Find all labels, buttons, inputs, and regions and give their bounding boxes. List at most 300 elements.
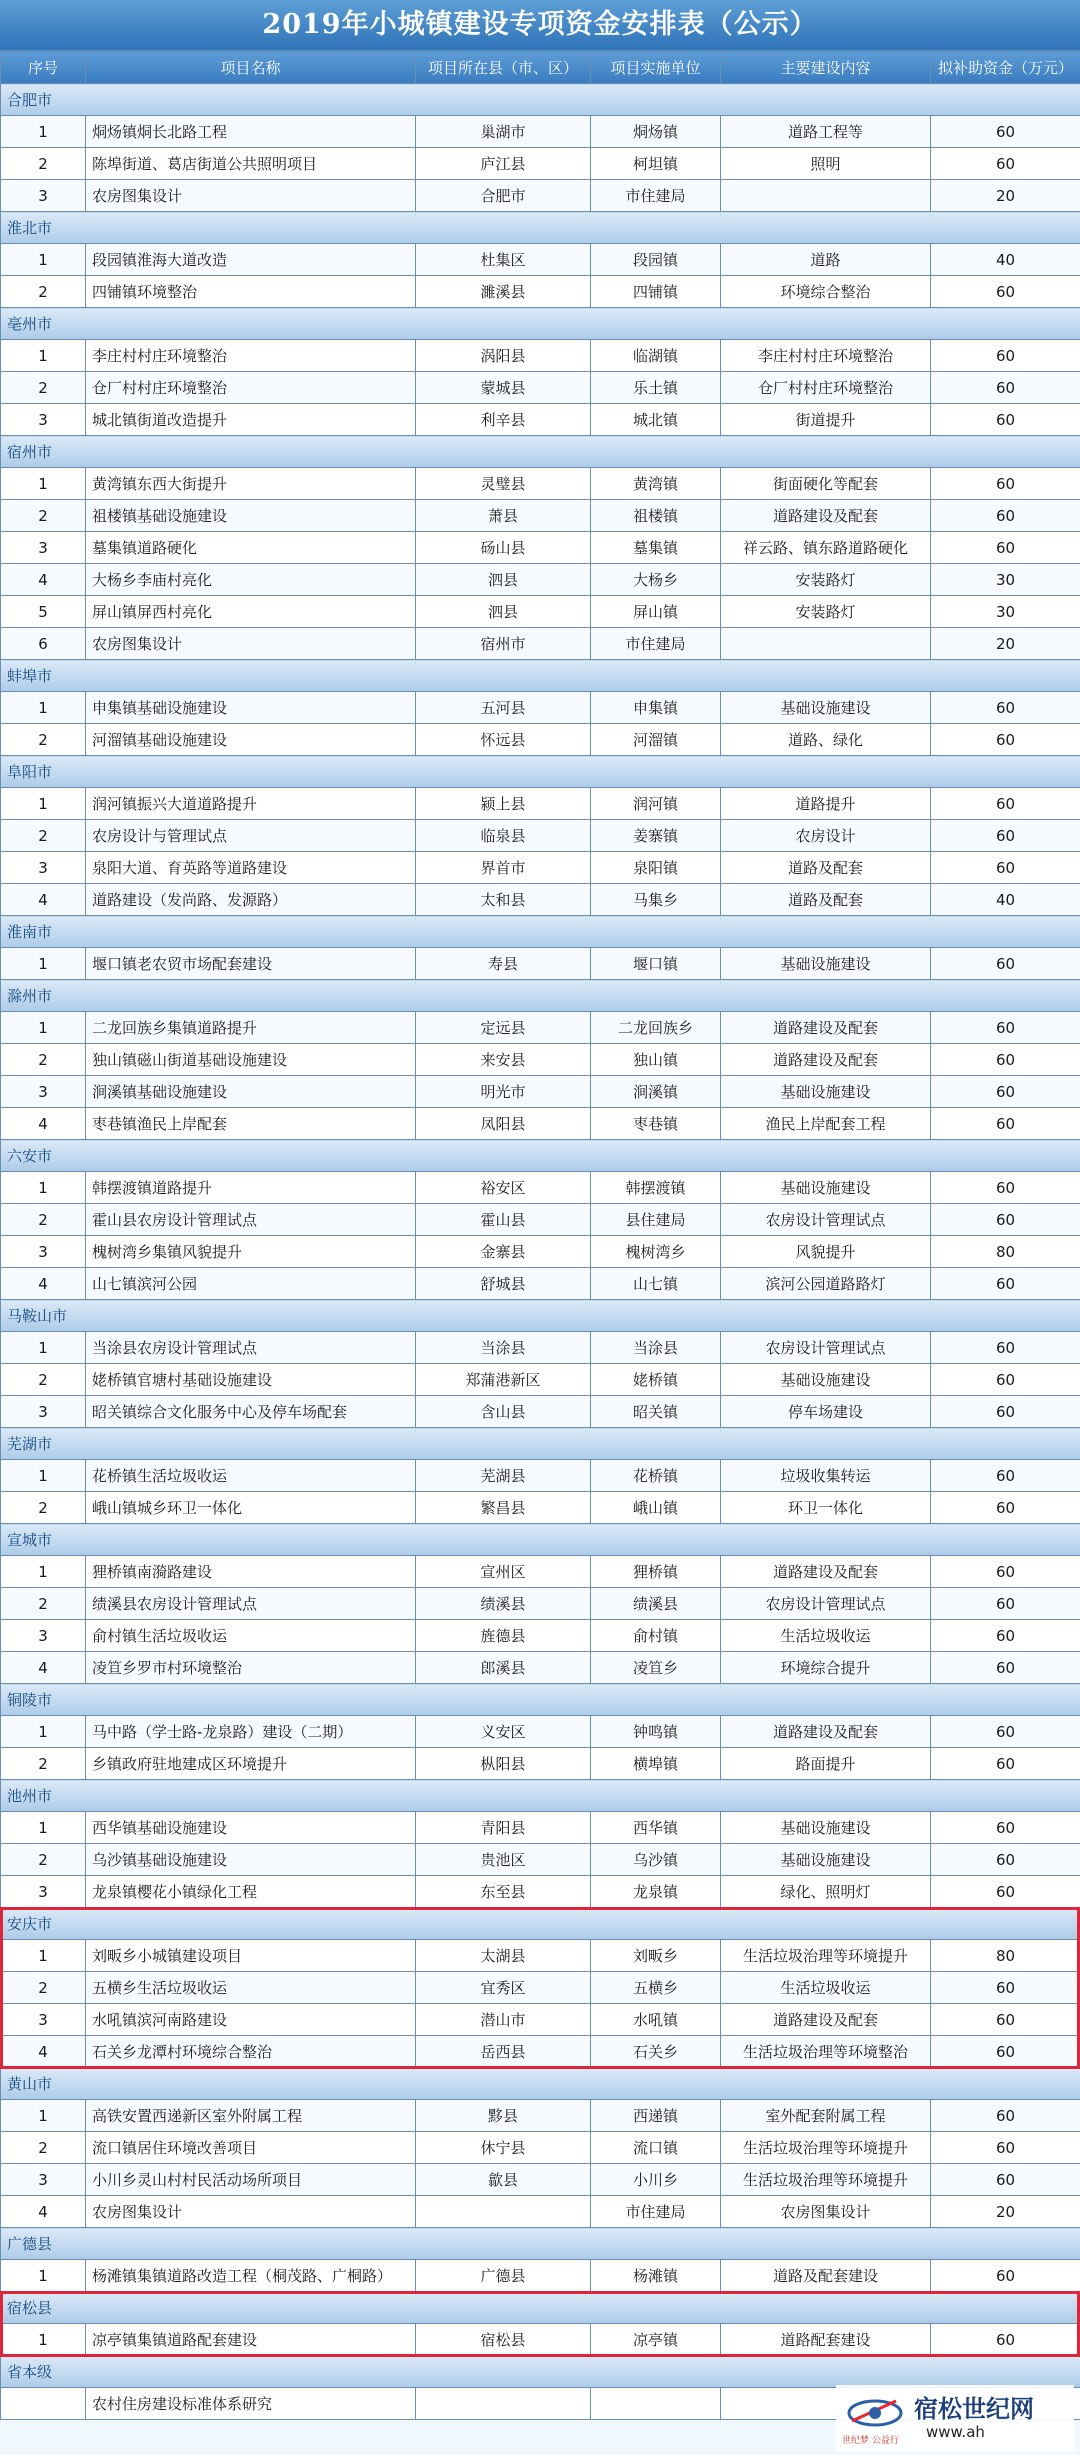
city-name: 滁州市: [1, 980, 1080, 1012]
project-name: 花桥镇生活垃圾收运: [86, 1460, 416, 1492]
row-index: 2: [1, 276, 86, 308]
city-group-row: [1, 2356, 1080, 2388]
table-row: [1, 276, 1080, 308]
city-name: 马鞍山市: [1, 1300, 1080, 1332]
content: 基础设施建设: [721, 948, 931, 980]
content: 农房设计管理试点: [721, 1332, 931, 1364]
county: 潜山市: [416, 2004, 591, 2036]
header-content: 主要建设内容: [721, 51, 931, 84]
project-name: 道路建设（发尚路、发源路）: [86, 884, 416, 916]
content: 安装路灯: [721, 564, 931, 596]
table-row: [1, 788, 1080, 820]
content: 道路建设及配套: [721, 1012, 931, 1044]
table-row: [1, 1620, 1080, 1652]
table-row: [1, 724, 1080, 756]
county: 舒城县: [416, 1268, 591, 1300]
content: 街道提升: [721, 404, 931, 436]
project-name: 农房设计与管理试点: [86, 820, 416, 852]
project-name: 峨山镇城乡环卫一体化: [86, 1492, 416, 1524]
table-row: [1, 532, 1080, 564]
implementer: 小川乡: [591, 2164, 721, 2196]
header-project-name: 项目名称: [86, 51, 416, 84]
content: 道路建设及配套: [721, 500, 931, 532]
row-index: 3: [1, 1396, 86, 1428]
row-index: 1: [1, 1332, 86, 1364]
project-name: 乡镇政府驻地建成区环境提升: [86, 1748, 416, 1780]
project-name: 二龙回族乡集镇道路提升: [86, 1012, 416, 1044]
city-group-row: [1, 2292, 1080, 2324]
content: 环卫一体化: [721, 1492, 931, 1524]
content: 祥云路、镇东路道路硬化: [721, 532, 931, 564]
implementer: 大杨乡: [591, 564, 721, 596]
implementer: 乐土镇: [591, 372, 721, 404]
city-group-row: [1, 1428, 1080, 1460]
content: 道路及配套: [721, 884, 931, 916]
project-name: 申集镇基础设施建设: [86, 692, 416, 724]
project-name: 泉阳大道、育英路等道路建设: [86, 852, 416, 884]
implementer: 绩溪县: [591, 1588, 721, 1620]
table-row: [1, 1652, 1080, 1684]
table-row: [1, 628, 1080, 660]
project-name: 乌沙镇基础设施建设: [86, 1844, 416, 1876]
implementer: 市住建局: [591, 628, 721, 660]
project-name: 农房图集设计: [86, 628, 416, 660]
row-index: 2: [1, 1844, 86, 1876]
implementer: 刘畈乡: [591, 1940, 721, 1972]
county: 定远县: [416, 1012, 591, 1044]
content: 生活垃圾收运: [721, 1620, 931, 1652]
county: [416, 2196, 591, 2228]
county: 绩溪县: [416, 1588, 591, 1620]
fund: 20: [931, 180, 1080, 212]
implementer: 韩摆渡镇: [591, 1172, 721, 1204]
fund: 30: [931, 564, 1080, 596]
row-index: 2: [1, 500, 86, 532]
fund: 30: [931, 596, 1080, 628]
content: 停车场建设: [721, 1396, 931, 1428]
content: 农房设计: [721, 820, 931, 852]
project-name: 四铺镇环境整治: [86, 276, 416, 308]
content: 绿化、照明灯: [721, 1876, 931, 1908]
implementer: 石关乡: [591, 2036, 721, 2068]
county: 含山县: [416, 1396, 591, 1428]
row-index: 3: [1, 180, 86, 212]
city-group-row: [1, 1684, 1080, 1716]
fund-table: [0, 50, 1080, 2420]
fund: 60: [931, 2324, 1080, 2356]
table-row: [1, 1172, 1080, 1204]
city-name: 宣城市: [1, 1524, 1080, 1556]
fund: 60: [931, 1492, 1080, 1524]
fund: 20: [931, 628, 1080, 660]
row-index: 2: [1, 2132, 86, 2164]
project-name: 黄湾镇东西大街提升: [86, 468, 416, 500]
content: 滨河公园道路路灯: [721, 1268, 931, 1300]
project-name: 堰口镇老农贸市场配套建设: [86, 948, 416, 980]
project-name: 枣巷镇渔民上岸配套: [86, 1108, 416, 1140]
fund: 60: [931, 1716, 1080, 1748]
row-index: 3: [1, 532, 86, 564]
implementer: 乌沙镇: [591, 1844, 721, 1876]
fund: 60: [931, 692, 1080, 724]
county: 临泉县: [416, 820, 591, 852]
city-name: 合肥市: [1, 84, 1080, 116]
city-group-row: [1, 436, 1080, 468]
table-row: [1, 244, 1080, 276]
table-row: [1, 2324, 1080, 2356]
implementer: 凉亭镇: [591, 2324, 721, 2356]
table-row: [1, 1812, 1080, 1844]
city-group-row: [1, 660, 1080, 692]
content: 照明: [721, 148, 931, 180]
county: 灵璧县: [416, 468, 591, 500]
project-name: 霍山县农房设计管理试点: [86, 1204, 416, 1236]
fund: 60: [931, 1652, 1080, 1684]
table-row: [1, 1940, 1080, 1972]
county: 贵池区: [416, 1844, 591, 1876]
content: 道路建设及配套: [721, 1044, 931, 1076]
table-row: [1, 884, 1080, 916]
table-row: [1, 372, 1080, 404]
implementer: 西华镇: [591, 1812, 721, 1844]
county: 霍山县: [416, 1204, 591, 1236]
implementer: 墓集镇: [591, 532, 721, 564]
fund: 40: [931, 244, 1080, 276]
row-index: 4: [1, 1268, 86, 1300]
county: 义安区: [416, 1716, 591, 1748]
row-index: 3: [1, 404, 86, 436]
county: 繁昌县: [416, 1492, 591, 1524]
row-index: 1: [1, 1556, 86, 1588]
county: 宜秀区: [416, 1972, 591, 2004]
row-index: 3: [1, 2164, 86, 2196]
county: 黟县: [416, 2100, 591, 2132]
project-name: 昭关镇综合文化服务中心及停车场配套: [86, 1396, 416, 1428]
fund: 60: [931, 2100, 1080, 2132]
row-index: 4: [1, 2036, 86, 2068]
county: 界首市: [416, 852, 591, 884]
row-index: 4: [1, 1652, 86, 1684]
table-row: [1, 1460, 1080, 1492]
fund: 60: [931, 1460, 1080, 1492]
content: 生活垃圾治理等环境提升: [721, 2132, 931, 2164]
header-fund: 拟补助资金（万元）: [931, 51, 1080, 84]
row-index: 3: [1, 1076, 86, 1108]
project-name: 山七镇滨河公园: [86, 1268, 416, 1300]
implementer: 峨山镇: [591, 1492, 721, 1524]
fund: 60: [931, 1364, 1080, 1396]
county: 广德县: [416, 2260, 591, 2292]
fund: 60: [931, 948, 1080, 980]
row-index: 1: [1, 1940, 86, 1972]
fund: 60: [931, 1620, 1080, 1652]
project-name: 农房图集设计: [86, 180, 416, 212]
table-row: [1, 1268, 1080, 1300]
table-row: [1, 1204, 1080, 1236]
table-row: [1, 2132, 1080, 2164]
county: 歙县: [416, 2164, 591, 2196]
row-index: 1: [1, 244, 86, 276]
content: 环境综合提升: [721, 1652, 931, 1684]
fund: 60: [931, 1588, 1080, 1620]
city-name: 池州市: [1, 1780, 1080, 1812]
content: 道路提升: [721, 788, 931, 820]
project-name: 凌笪乡罗市村环境整治: [86, 1652, 416, 1684]
row-index: 2: [1, 148, 86, 180]
row-index: 2: [1, 1588, 86, 1620]
project-name: 流口镇居住环境改善项目: [86, 2132, 416, 2164]
content: 农房设计管理试点: [721, 1588, 931, 1620]
county: 宣州区: [416, 1556, 591, 1588]
implementer: 俞村镇: [591, 1620, 721, 1652]
content: 风貌提升: [721, 1236, 931, 1268]
implementer: 花桥镇: [591, 1460, 721, 1492]
project-name: 马中路（学士路-龙泉路）建设（二期）: [86, 1716, 416, 1748]
fund: 60: [931, 2260, 1080, 2292]
implementer: 狸桥镇: [591, 1556, 721, 1588]
fund: 60: [931, 116, 1080, 148]
implementer: 昭关镇: [591, 1396, 721, 1428]
row-index: 1: [1, 116, 86, 148]
table-row: [1, 468, 1080, 500]
row-index: 1: [1, 1812, 86, 1844]
fund: 60: [931, 788, 1080, 820]
fund: 60: [931, 148, 1080, 180]
implementer: 城北镇: [591, 404, 721, 436]
fund: 60: [931, 1972, 1080, 2004]
implementer: 姥桥镇: [591, 1364, 721, 1396]
county: 郑蒲港新区: [416, 1364, 591, 1396]
header-index: 序号: [1, 51, 86, 84]
city-name: 蚌埠市: [1, 660, 1080, 692]
table-header-row: [1, 51, 1080, 84]
fund: 60: [931, 2164, 1080, 2196]
row-index: 5: [1, 596, 86, 628]
city-group-row: [1, 2228, 1080, 2260]
row-index: 1: [1, 2260, 86, 2292]
project-name: 韩摆渡镇道路提升: [86, 1172, 416, 1204]
implementer: 西递镇: [591, 2100, 721, 2132]
content: 生活垃圾收运: [721, 1972, 931, 2004]
project-name: 大杨乡李庙村亮化: [86, 564, 416, 596]
county: 涡阳县: [416, 340, 591, 372]
fund: 60: [931, 1748, 1080, 1780]
city-name: 阜阳市: [1, 756, 1080, 788]
city-name: 省本级: [1, 2356, 1080, 2388]
fund: 60: [931, 2132, 1080, 2164]
row-index: 2: [1, 724, 86, 756]
city-name: 广德县: [1, 2228, 1080, 2260]
content: 基础设施建设: [721, 1172, 931, 1204]
table-row: [1, 500, 1080, 532]
implementer: 柯坦镇: [591, 148, 721, 180]
city-group-row: [1, 212, 1080, 244]
county: 太和县: [416, 884, 591, 916]
content: 基础设施建设: [721, 692, 931, 724]
implementer: 泉阳镇: [591, 852, 721, 884]
content: 道路工程等: [721, 116, 931, 148]
row-index: 6: [1, 628, 86, 660]
implementer: 四铺镇: [591, 276, 721, 308]
fund: 40: [931, 884, 1080, 916]
content: 道路建设及配套: [721, 1716, 931, 1748]
project-name: 农村住房建设标准体系研究: [86, 2388, 416, 2420]
project-name: 刘畈乡小城镇建设项目: [86, 1940, 416, 1972]
fund: 60: [931, 820, 1080, 852]
city-group-row: [1, 1780, 1080, 1812]
fund: 80: [931, 1940, 1080, 1972]
project-name: 五横乡生活垃圾收运: [86, 1972, 416, 2004]
content: [721, 628, 931, 660]
project-name: 李庄村村庄环境整治: [86, 340, 416, 372]
fund: 60: [931, 468, 1080, 500]
table-row: [1, 2164, 1080, 2196]
content: 农房设计管理试点: [721, 1204, 931, 1236]
city-name: 宿州市: [1, 436, 1080, 468]
fund: 60: [931, 500, 1080, 532]
row-index: [1, 2388, 86, 2420]
fund: 60: [931, 2036, 1080, 2068]
county: 砀山县: [416, 532, 591, 564]
row-index: 1: [1, 1172, 86, 1204]
county: 泗县: [416, 596, 591, 628]
project-name: 河溜镇基础设施建设: [86, 724, 416, 756]
fund: 60: [931, 1332, 1080, 1364]
project-name: 槐树湾乡集镇风貌提升: [86, 1236, 416, 1268]
row-index: 2: [1, 372, 86, 404]
row-index: 1: [1, 2324, 86, 2356]
implementer: 姜寨镇: [591, 820, 721, 852]
row-index: 4: [1, 2196, 86, 2228]
table-row: [1, 692, 1080, 724]
city-name: 安庆市: [1, 1908, 1080, 1940]
project-name: 西华镇基础设施建设: [86, 1812, 416, 1844]
county: 旌德县: [416, 1620, 591, 1652]
project-name: 屏山镇屏西村亮化: [86, 596, 416, 628]
county: 泗县: [416, 564, 591, 596]
project-name: 凉亭镇集镇道路配套建设: [86, 2324, 416, 2356]
city-name: 淮北市: [1, 212, 1080, 244]
county: 郎溪县: [416, 1652, 591, 1684]
project-name: 仓厂村村庄环境整治: [86, 372, 416, 404]
city-group-row: [1, 1908, 1080, 1940]
fund: 20: [931, 2196, 1080, 2228]
content: 道路建设及配套: [721, 2004, 931, 2036]
table-row: [1, 1492, 1080, 1524]
fund: 60: [931, 1204, 1080, 1236]
table-row: [1, 1012, 1080, 1044]
county: 杜集区: [416, 244, 591, 276]
project-name: 润河镇振兴大道道路提升: [86, 788, 416, 820]
implementer: 五横乡: [591, 1972, 721, 2004]
implementer: 烔炀镇: [591, 116, 721, 148]
county: 枞阳县: [416, 1748, 591, 1780]
county: 当涂县: [416, 1332, 591, 1364]
fund: 60: [931, 372, 1080, 404]
county: 巢湖市: [416, 116, 591, 148]
fund: 60: [931, 1012, 1080, 1044]
county: 宿州市: [416, 628, 591, 660]
table-row: [1, 1076, 1080, 1108]
city-name: 黄山市: [1, 2068, 1080, 2100]
project-name: 高铁安置西递新区室外附属工程: [86, 2100, 416, 2132]
watermark-logo-icon: [846, 2391, 904, 2431]
implementer: 流口镇: [591, 2132, 721, 2164]
fund: 60: [931, 276, 1080, 308]
content: 生活垃圾治理等环境提升: [721, 1940, 931, 1972]
table-row: [1, 1716, 1080, 1748]
county: 芜湖县: [416, 1460, 591, 1492]
fund: 60: [931, 404, 1080, 436]
table-row: [1, 820, 1080, 852]
city-group-row: [1, 980, 1080, 1012]
content: 街面硬化等配套: [721, 468, 931, 500]
city-name: 六安市: [1, 1140, 1080, 1172]
row-index: 2: [1, 1492, 86, 1524]
city-group-row: [1, 2068, 1080, 2100]
table-row: [1, 340, 1080, 372]
row-index: 3: [1, 2004, 86, 2036]
city-group-row: [1, 1300, 1080, 1332]
watermark-url: www.ah: [926, 2423, 985, 2441]
table-row: [1, 2004, 1080, 2036]
city-group-row: [1, 84, 1080, 116]
city-name: 淮南市: [1, 916, 1080, 948]
table-row: [1, 1364, 1080, 1396]
content: 环境综合整治: [721, 276, 931, 308]
fund: 60: [931, 852, 1080, 884]
implementer: 河溜镇: [591, 724, 721, 756]
content: 生活垃圾治理等环境提升: [721, 2164, 931, 2196]
implementer: 涧溪镇: [591, 1076, 721, 1108]
implementer: 屏山镇: [591, 596, 721, 628]
row-index: 2: [1, 1364, 86, 1396]
implementer: 申集镇: [591, 692, 721, 724]
project-name: 俞村镇生活垃圾收运: [86, 1620, 416, 1652]
implementer: 龙泉镇: [591, 1876, 721, 1908]
implementer: 堰口镇: [591, 948, 721, 980]
fund: 60: [931, 1556, 1080, 1588]
implementer: 县住建局: [591, 1204, 721, 1236]
fund: 60: [931, 1876, 1080, 1908]
city-name: 铜陵市: [1, 1684, 1080, 1716]
county: 利辛县: [416, 404, 591, 436]
content: 农房图集设计: [721, 2196, 931, 2228]
table-row: [1, 2036, 1080, 2068]
city-name: 亳州市: [1, 308, 1080, 340]
table-body: [1, 84, 1080, 2420]
implementer: 市住建局: [591, 2196, 721, 2228]
county: 休宁县: [416, 2132, 591, 2164]
project-name: 小川乡灵山村村民活动场所项目: [86, 2164, 416, 2196]
row-index: 1: [1, 468, 86, 500]
content: 道路配套建设: [721, 2324, 931, 2356]
project-name: 段园镇淮海大道改造: [86, 244, 416, 276]
project-name: 姥桥镇官塘村基础设施建设: [86, 1364, 416, 1396]
content: 垃圾收集转运: [721, 1460, 931, 1492]
county: 宿松县: [416, 2324, 591, 2356]
implementer: 段园镇: [591, 244, 721, 276]
row-index: 2: [1, 1972, 86, 2004]
row-index: 3: [1, 1620, 86, 1652]
content: 道路建设及配套: [721, 1556, 931, 1588]
table-row: [1, 2260, 1080, 2292]
table-row: [1, 1972, 1080, 2004]
table-row: [1, 596, 1080, 628]
content: 李庄村村庄环境整治: [721, 340, 931, 372]
fund: 60: [931, 1396, 1080, 1428]
implementer: 杨滩镇: [591, 2260, 721, 2292]
